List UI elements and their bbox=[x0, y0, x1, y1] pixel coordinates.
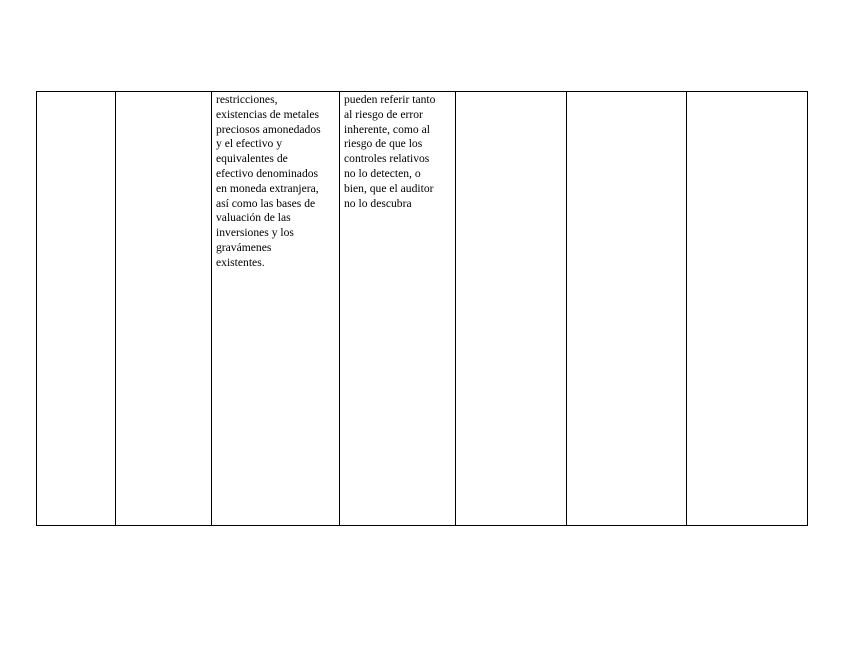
table-cell-4 bbox=[340, 92, 456, 526]
table-cell-1 bbox=[37, 92, 116, 526]
table-cell-2 bbox=[116, 92, 212, 526]
cell-text: pueden referir tanto al riesgo de error inherente, como al riesgo de que los controles relativos no lo detecten, o bien, que el auditor no lo descubra bbox=[344, 93, 436, 210]
document-table bbox=[36, 91, 808, 526]
cell-text: restricciones, existencias de metales preciosos amonedados y el efectivo y equivalentes de efectivo denominados en moneda extranjera, así como las bases de valuación de las inversiones y los gravámenes existentes. bbox=[216, 93, 321, 269]
table-cell-6 bbox=[567, 92, 687, 526]
table-cell-5 bbox=[456, 92, 567, 526]
table-cell-3 bbox=[212, 92, 340, 526]
table-row bbox=[37, 92, 808, 526]
table-cell-7 bbox=[687, 92, 808, 526]
